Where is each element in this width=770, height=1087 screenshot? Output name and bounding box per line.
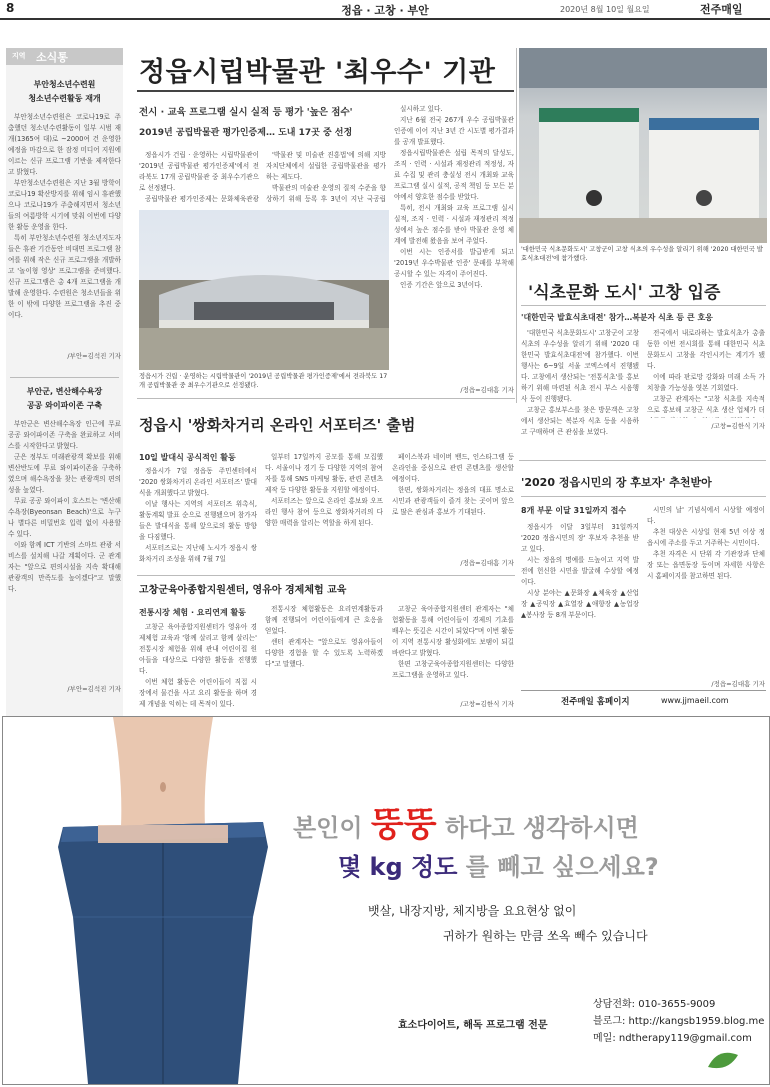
ad-email[interactable]: 메일: ndtherapy119@gmail.com: [593, 1033, 752, 1044]
childcare-subheading: 전통시장 체험 · 요리연계 활동: [139, 608, 246, 617]
headline-childcare: 고창군육아종합지원센터, 영유아 경제체험 교육: [139, 585, 347, 596]
sidebar-news-2: [8, 385, 121, 693]
ad-headline-2: 몇 kg 정도 를 빼고 싶으세요?: [338, 853, 659, 881]
vinegar-subheading: '대한민국 발효식초대전' 참가…복분자 식초 등 큰 호응: [521, 313, 713, 322]
ad-headline-1: 본인이 뚱뚱 하다고 생각하시면: [293, 805, 639, 845]
vinegar-photo-caption: '대한민국 식초문화도시' 고창군이 고창 식초의 우수성을 알리기 위해 '2020 대한민국 발효식초대전'에 참가했다.: [521, 246, 763, 262]
sidebar-news-credit: /부안=김석진 기자: [67, 352, 121, 360]
museum-subheading-2: 2019년 공립박물관 평가인증제… 도내 17곳 중 선정: [139, 128, 353, 138]
sidebar-divider: [10, 377, 119, 378]
page-header: [0, 0, 770, 20]
supporters-credit: /정읍=김대흠 기자: [460, 559, 514, 567]
museum-credit: /정읍=김대흠 기자: [460, 386, 514, 394]
sidebar-tag: 지역: [12, 52, 26, 60]
museum-photo-caption: 정읍시가 건립 · 운영하는 시립박물관이 '2019년 공립박물관 평가인증제'에서 전라북도 17개 공립박물관 중 최우수기관으로 선정됐다.: [139, 373, 388, 389]
childcare-body-col-2: 전통시장 체험활동은 요리연계활동과 함께 진행되어 어린이들에게 큰 호응을 얻었다. 센터 관계자는 "앞으로도 영유아들이 다양한 경험을 할 수 있도록 노력하겠다"고 말했다.: [265, 605, 383, 668]
sidebar-news-credit: /부안=김석진 기자: [67, 685, 121, 693]
headline-rule: [521, 305, 766, 306]
citizen-award-body-col-2: 시민의 날' 기념식에서 시상할 예정이다. 추천 대상은 시상일 현재 5년 이상 정읍시에 주소를 두고 거주하는 시민이다. 추천 자격은 시 단위 각 기관장과 단체장 또는 읍면동장 등이며 자세한 사항은 시 홈페이지를 참고하면 된다.: [647, 506, 765, 580]
sidebar-header: [6, 48, 123, 65]
museum-photo: [139, 210, 389, 370]
ad-body-line-1: 뱃살, 내장지방, 체지방을 요요현상 없이: [368, 904, 577, 918]
newspaper-brand: 전주매일: [700, 3, 743, 16]
homepage-url[interactable]: www.jjmaeil.com: [661, 696, 729, 705]
headline-rule: [137, 90, 514, 92]
homepage-label: 전주매일 홈페이지: [561, 697, 630, 707]
sidebar-news-title: 부안청소년수련원: [33, 80, 96, 89]
citizen-award-body-col-1: 정읍시가 이달 3일부터 31일까지 '2020 정읍시민의 장' 후보자 추천을 받고 있다. 시는 정읍의 명예를 드높이고 지역 발전에 헌신한 시민을 발굴해 수상할 예정이다. 시상 분야는 ▲문화장 ▲체육장 ▲산업장 ▲공익장 ▲효열장 ▲애향장 ▲농업장 ▲봉사장 등 8개 부문이다.: [521, 523, 639, 619]
leaf-logo-icon: [703, 1047, 743, 1075]
supporters-body-col-3: 페이스북과 네이버 밴드, 인스타그램 등 온라인을 중심으로 관련 콘텐츠를 생산할 예정이다. 한편, 쌍화차거리는 정읍의 대표 명소로 시민과 관광객들이 즐겨 찾는 곳이며 앞으로 많은 관심과 홍보가 기대된다.: [392, 453, 514, 516]
sidebar-news-subtitle: 공공 와이파이존 구축: [26, 401, 103, 410]
section-divider: [137, 398, 515, 399]
vinegar-body-col-2: 전국에서 내로라하는 발효식초가 총출동한 이번 전시회를 통해 대한민국 식초 문화도시 고창을 각인시키는 계기가 됐다. 이에 따라 판로망 강화와 미래 소득 가치창출 가능성을 엿본 기회였다. 고창군 관계자는 "고창 식초를 지속적으로 홍보해 고창군 식초 생산 업체가 더: [647, 329, 765, 414]
slim-waist-figure-icon: [43, 717, 278, 1084]
headline-rule: [521, 496, 766, 497]
supporters-body-col-2: 일부터 17일까지 공모를 통해 모집했다. 서울이나 경기 등 다양한 지역의 참여 자를 통해 SNS 마케팅 활동, 관련 콘텐츠 제작 등 다양한 활동을 지원할 예정이다. 서포터즈는 앞으로 온라인 홍보와 오프라인 행사 참여 등으로 쌍화차거리의 다양한 매력을 알리는 역할을 하게 된다.: [265, 453, 383, 527]
headline-vinegar: '식초문화 도시' 고창 입증: [528, 283, 721, 303]
sidebar-news-subtitle: 청소년수련활동 재개: [28, 94, 101, 103]
homepage-bar: [521, 690, 766, 709]
vinegar-expo-photo: [519, 48, 767, 243]
citizen-award-credit: /정읍=김대흠 기자: [711, 680, 765, 688]
supporters-body-col-1: 정읍시가 7일 정읍동 주민센터에서 '2020 쌍화차거리 온라인 서포터즈' 발대식을 개최했다고 밝혔다. 이날 행사는 지역의 서포터즈 위촉식, 활동계획 발표 순으로 진행됐으며 참가자들은 발대식을 통해 앞으로의 활동 방향을 다짐했다. 서포터즈로는 지난해 노시가 정읍시 쌍화차거리 조성을 위해 7월 7일: [139, 467, 257, 563]
column-divider: [516, 48, 517, 403]
museum-body-col-3: 실시하고 있다. 지난 6월 전국 267개 우수 공립박물관 인증에 이어 지난 3년 간 시도별 평가결과를 공개 발표했다. 정읍시립박물관은 설립 목적의 달성도, 조직 · 인력 · 시설과 재정관리 적정성, 자료 수집 및 관리 충실성 전시 개최와 교육 프로그램 실시 실적, 공적 책임 등 모든 분야에서 양호한 점수를 받았다. 특히, 전시 개최와 교육 프로그램 실시 실적, 조직 · 인력 · 시설과 재정관리 적정성에서 높은 점수를 받아 박물관 운영 체계에 발전해 왔음을 보여 주었다. 이번 시는 인증서를 발급받게 되고 '2019년 우수박물관 인증' 문패를 부착해 공시할 수 있는 자격이 주어진다. 인증 기간은 앞으로 3년이다.: [394, 105, 514, 289]
headline-citizen-award: '2020 정읍시민의 장 후보자' 추천받아: [521, 476, 712, 489]
issue-date: 2020년 8월 10일 월요일: [560, 5, 650, 14]
vinegar-credit: /고창=김한식 기자: [711, 422, 765, 430]
museum-subheading-1: 전시 · 교육 프로그램 실시 실적 등 평가 '높은 점수': [139, 107, 353, 118]
childcare-body-col-3: 고창군 육아종합지원센터 관계자는 "체험활동을 통해 어린이들이 경제의 기초를 배우는 뜻깊은 시간이 되었다"며 이번 활동이 지역 전통시장 활성화에도 보탬이 되길 바란다고 밝혔다. 한편 고창군육아종합지원센터는 다양한 프로그램을 운영하고 있다.: [392, 605, 514, 679]
diet-advertisement: [2, 716, 770, 1085]
section-title: 정읍 · 고창 · 부안: [341, 4, 429, 17]
sidebar-label: 소식통: [36, 51, 68, 64]
sidebar-news-body: 부안청소년수련원은 코로나19로 주춤했던 청소년수련활동이 일부 시범 재개(1365여 대)로 ~2000여 건 운영한 예정을 마감으로 한 잠정 미디어 지원에 이르는 신규 프로그램 기반을 제작한다고 밝혔다. 부안청소년수련원은 지난 3월 방학이 코로나19 확산방지를 위해 임시 휴관했으나 코로나19가 주춤해지면서 청소년들의 여름방학 시기에 맞춰 이번에 다양한 활동 운영을 한다. 특히 부안청소년수련원 청소년지도자들은 휴관 기간동안 비대면 프로그램 참여를 위해 작은 신규 프로그램을 개발하고 '놀이형 영상' 프로그램을 준비했다. 신규 프로그램은 총 4개 프로그램을 개발해 운영한다. 수련원은 청소년들을 위한 이 밖에 다양한 프로그램을 추진 중이다.: [8, 113, 121, 319]
ad-phone: 상담전화: 010-3655-9009: [593, 999, 716, 1010]
ad-blog[interactable]: 블로그: http://kangsb1959.blog.me: [593, 1016, 765, 1027]
citizen-award-subheading: 8개 부문 이달 31일까지 접수: [521, 506, 627, 515]
headline-museum: 정읍시립박물관 '최우수' 기관: [139, 57, 496, 88]
headline-supporters: 정읍시 '쌍화차거리 온라인 서포터즈' 출범: [139, 416, 416, 434]
museum-body-col-2: '박물관 및 미술관 진흥법'에 의해 지방자치단체에서 설립한 공립박물관을 평가하는 제도다. 박물관의 미술관 운영의 질적 수준을 향상하기 위해 등록 후 3년이 지난 국공립: [266, 151, 386, 203]
ad-body-line-2: 귀하가 원하는 만큼 쏘옥 빼수 있습니다: [443, 929, 648, 943]
sidebar-news-1: [8, 78, 121, 360]
page-number: 8: [6, 1, 15, 15]
childcare-credit: /고창=김한식 기자: [460, 700, 514, 708]
ad-program: 효소다이어트, 해독 프로그램 전문: [398, 1020, 548, 1031]
section-divider: [137, 575, 515, 576]
sidebar-news-body: 부안군은 변산해수욕장 인근에 무료 공공 와이파이존 구축을 완료하고 서비스를 시작한다고 밝혔다. 군은 정부도 미래관광객 확보를 위해 변산반도에 무료 와이파이존을 구축하였으며 해수욕장을 찾는 관광객의 편의성을 높였다. 무료 공공 와이파이 호스트는 '변산해수욕장(Byeonsan Beach)'으로 누구나 별다른 비밀번호 입력 없이 사용할 수 있다. 이와 함께 ICT 기반의 스마트 관광 서비스를 설치해 나갈 계획이다. 군 관계자는 "앞으로 편의시설을 지속 확대해 관광객의 만족도를 높이겠다"고 말했다.: [8, 420, 121, 593]
museum-body-col-1: 정읍시가 건립 · 운영하는 시립박물관이 '2019년 공립박물관 평가인증제'에서 전라북도 17개 공립박물관 중 최우수기관으로 선정됐다. 공립박물관 평가인증제는 문화체육관광: [139, 151, 259, 203]
sidebar-news-title: 부안군, 변산해수욕장: [26, 387, 103, 396]
expo-booth-icon: [519, 48, 767, 243]
section-divider: [519, 460, 766, 461]
vinegar-body-col-1: '대한민국 식초문화도시' 고창군이 고창 식초의 우수성을 알리기 위해 '2020 대한민국 발효식초대전'에 참가했다. 이번 행사는 6~9일 서울 코엑스에서 진행됐다. 고창에서 생산되는 '전통식초'를 홍보하기 위해 마련된 식초 전시 부스 시음행사 등이 진행됐다. 고창군 홍보부스를 찾은 방문객은 고창에서 생산되는 복분자 식초 등을 시음하고 구매하며 큰 관심을 보였다.: [521, 329, 639, 436]
childcare-body-col-1: 고창군 육아종합지원센터가 영유아 경제체험 교육과 '함께 살리고 함께 살리는' 전통시장 체험을 위해 관내 어린이집 원아들을 대상으로 다양한 활동을 진행했다. 이번 체험 활동은 어린이들이 직접 시장에서 물건을 사고 요리 활동을 하며 경제 개념을 익히는 데 목적이 있다.: [139, 623, 257, 707]
museum-building-icon: [139, 210, 389, 370]
supporters-subheading: 10일 발대식 공식적인 활동: [139, 453, 236, 462]
